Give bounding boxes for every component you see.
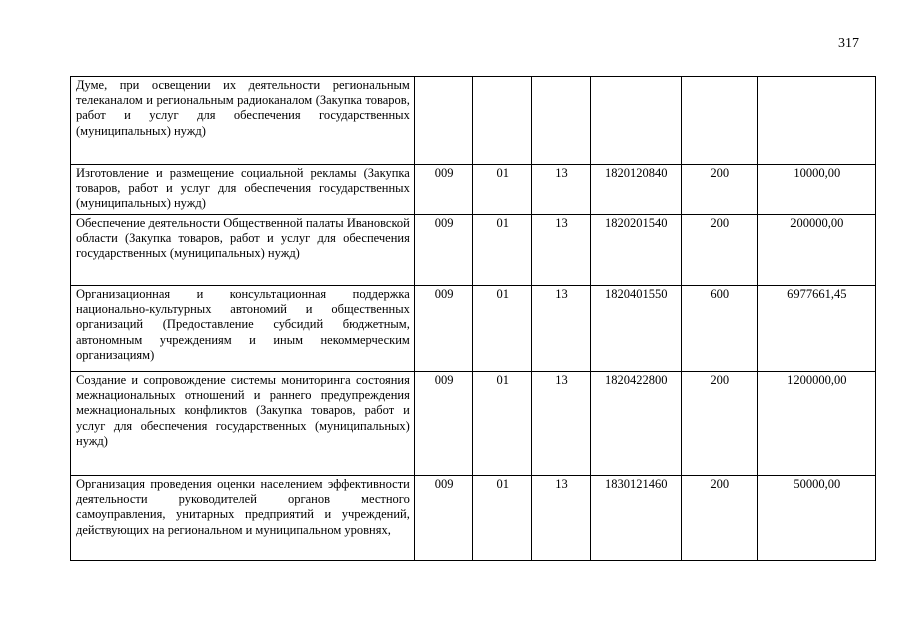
section-code-cell — [473, 77, 532, 165]
row-name-cell: Организация проведения оценки населением эффективности деятельности руководителей органов местного самоуправления, унитарных предприятий и учреждений, действующих на региональном и муниципальном уровнях, — [71, 476, 415, 561]
section-code-cell: 01 — [473, 286, 532, 372]
target-code-cell: 1820120840 — [590, 165, 681, 215]
subsection-code-cell: 13 — [532, 476, 591, 561]
section-code-cell: 01 — [473, 165, 532, 215]
table-row — [71, 372, 876, 476]
expense-type-cell: 600 — [681, 286, 757, 372]
ministry-code-cell: 009 — [414, 215, 473, 286]
section-code-cell: 01 — [473, 215, 532, 286]
amount-cell: 10000,00 — [757, 165, 875, 215]
ministry-code-cell — [414, 77, 473, 165]
budget-table — [70, 76, 876, 561]
subsection-code-cell — [532, 77, 591, 165]
target-code-cell: 1820422800 — [590, 372, 681, 476]
expense-type-cell: 200 — [681, 165, 757, 215]
expense-type-cell: 200 — [681, 476, 757, 561]
subsection-code-cell: 13 — [532, 215, 591, 286]
target-code-cell: 1830121460 — [590, 476, 681, 561]
target-code-cell: 1820201540 — [590, 215, 681, 286]
table-row — [71, 77, 876, 165]
table-row — [71, 286, 876, 372]
target-code-cell: 1820401550 — [590, 286, 681, 372]
amount-cell: 6977661,45 — [757, 286, 875, 372]
amount-cell: 200000,00 — [757, 215, 875, 286]
amount-cell: 50000,00 — [757, 476, 875, 561]
table-row — [71, 215, 876, 286]
amount-cell — [757, 77, 875, 165]
ministry-code-cell: 009 — [414, 165, 473, 215]
subsection-code-cell: 13 — [532, 372, 591, 476]
page-number: 317 — [838, 36, 859, 51]
row-name-cell: Думе, при освещении их деятельности региональным телеканалом и региональным радиоканалом (Закупка товаров, работ и услуг для обеспечения государственных (муниципальных) нужд) — [71, 77, 415, 165]
expense-type-cell: 200 — [681, 372, 757, 476]
subsection-code-cell: 13 — [532, 286, 591, 372]
target-code-cell — [590, 77, 681, 165]
section-code-cell: 01 — [473, 476, 532, 561]
ministry-code-cell: 009 — [414, 372, 473, 476]
row-name-cell: Обеспечение деятельности Общественной палаты Ивановской области (Закупка товаров, работ и услуг для обеспечения государственных (муниципальных) нужд) — [71, 215, 415, 286]
expense-type-cell — [681, 77, 757, 165]
subsection-code-cell: 13 — [532, 165, 591, 215]
section-code-cell: 01 — [473, 372, 532, 476]
ministry-code-cell: 009 — [414, 476, 473, 561]
row-name-cell: Создание и сопровождение системы мониторинга состояния межнациональных отношений и раннего предупреждения межнациональных конфликтов (Закупка товаров, работ и услуг для обеспечения государственных (муниципальных) нужд) — [71, 372, 415, 476]
expense-type-cell: 200 — [681, 215, 757, 286]
amount-cell: 1200000,00 — [757, 372, 875, 476]
row-name-cell: Организационная и консультационная поддержка национально-культурных автономий и общественных организаций (Предоставление субсидий бюджетным, автономным учреждениям и иным некоммерческим организациям) — [71, 286, 415, 372]
table-row — [71, 476, 876, 561]
ministry-code-cell: 009 — [414, 286, 473, 372]
table-row — [71, 165, 876, 215]
row-name-cell: Изготовление и размещение социальной рекламы (Закупка товаров, работ и услуг для обеспечения государственных (муниципальных) нужд) — [71, 165, 415, 215]
